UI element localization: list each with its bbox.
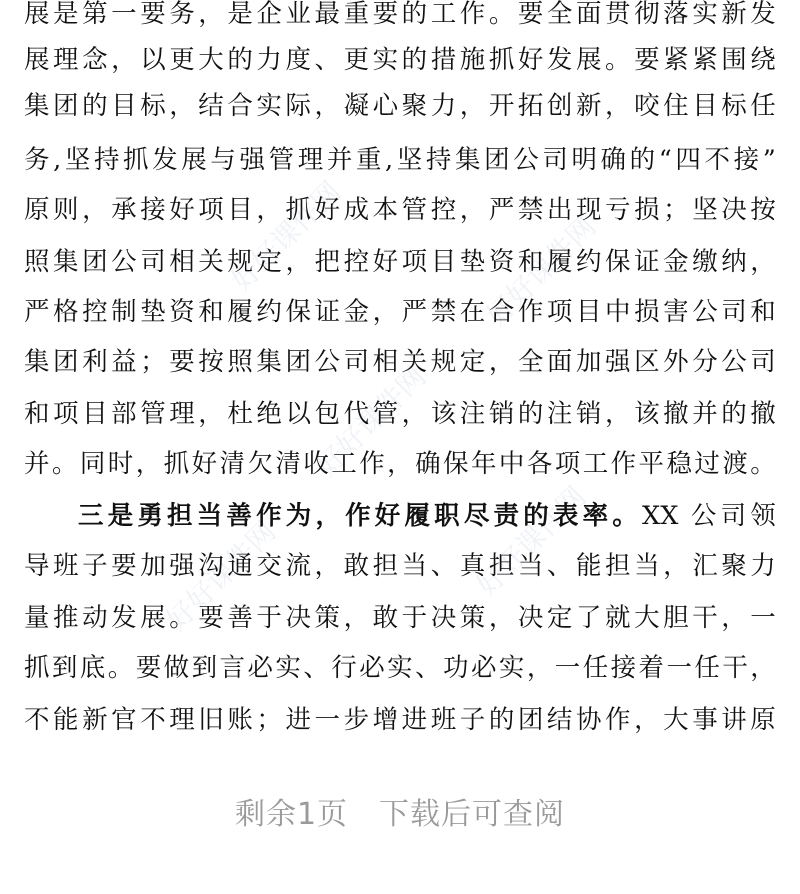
paragraph-heading: 三是勇担当善作为，作好履职尽责的表率。 (78, 501, 642, 531)
text-line: 集团的目标，结合实际，凝心聚力，开拓创新，咬住目标任 (24, 91, 776, 121)
text-line: 和项目部管理，杜绝以包代管，该注销的注销，该撤并的撤 (24, 399, 776, 429)
remaining-pages-notice[interactable]: 剩余1页 下载后可查阅 (234, 797, 566, 832)
text-line: 不能新官不理旧账；进一步增进班子的团结协作，大事讲原 (24, 705, 776, 735)
text-line: 展理念，以更大的力度、更实的措施抓好发展。要紧紧围绕 (24, 45, 776, 75)
text-line: 导班子要加强沟通交流，敢担当、真担当、能担当，汇聚力 (24, 551, 776, 581)
text-line: 原则，承接好项目，抓好成本管控，严禁出现亏损；坚决按 (24, 195, 776, 225)
text-line: 展是第一要务，是企业最重要的工作。要全面贯彻落实新发 (24, 0, 776, 29)
text-line: 务,坚持抓发展与强管理并重,坚持集团公司明确的“四不接” (24, 145, 776, 175)
watermark: 好好课件网 (309, 359, 433, 483)
text-line: 并。同时，抓好清欠清收工作，确保年中各项工作平稳过渡。 (24, 449, 776, 479)
watermark: 好好课件网 (479, 209, 603, 333)
text-line: 照集团公司相关规定，把控好项目垫资和履约保证金缴纳， (24, 247, 776, 277)
heading-tail-text: XX 公司领 (641, 501, 776, 531)
paragraph-heading-line (78, 499, 776, 533)
text-line: 抓到底。要做到言必实、行必实、功必实，一任接着一任干， (24, 653, 776, 683)
text-line: 集团利益；要按照集团公司相关规定，全面加强区外分公司 (24, 347, 776, 377)
watermark: 好好课件网 (469, 479, 593, 603)
text-line: 严格控制垫资和履约保证金，严禁在合作项目中损害公司和 (24, 297, 776, 327)
watermark: 好好课件网 (159, 514, 283, 638)
watermark: 好好课件网 (224, 174, 348, 298)
text-line: 量推动发展。要善于决策，敢于决策，决定了就大胆干，一 (24, 603, 776, 633)
